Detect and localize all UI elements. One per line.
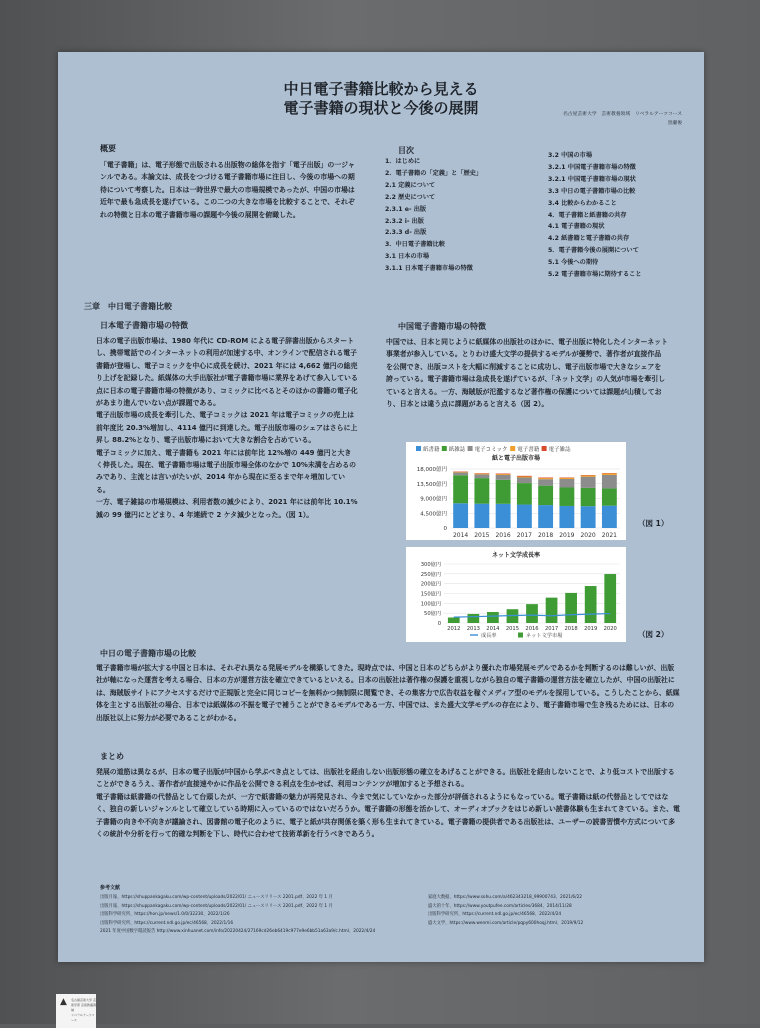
bar — [546, 598, 558, 623]
legend-label-0: 紙書籍 — [423, 445, 440, 453]
x-tick-label: 2015 — [506, 626, 519, 632]
japan-market-heading: 日本電子書籍市場の特徴 — [100, 320, 188, 331]
figure1-label: （図 1） — [638, 518, 668, 529]
legend-label-1: 紙雑誌 — [449, 445, 466, 453]
bar-segment — [496, 475, 511, 480]
y-tick-label: 200億円 — [421, 580, 441, 588]
y-tick-label: 18,000億円 — [417, 465, 448, 473]
bar-segment — [538, 505, 553, 528]
museum-label-text — [71, 998, 96, 1023]
y-tick-label: 300億円 — [421, 560, 441, 568]
comparison-text: 電子書籍市場が拡大する中国と日本は、それぞれ異なる発展モデルを構築してきた。現時点では、中国と日本のどちらがより優れた市場発展モデルであるかを判断するのは難しいが、出版社が軸になった運営を考える場合、日本の方が運営方法を確立できているといえる。日本の出版社は著作権の保護を重視しながら独自の電子書籍の運営方法を確立したが、中国の出版社には、海賊版サイトにアクセスするだけで正規版と完全に同じコピーを無料かつ無制限に閲覧でき、その集客力で広告収益を稼ぐメディア型のモデルを採用している。こうしたことから、紙媒体を主とする出版社の場合、日本では紙媒体の不振を電子で補うことができるモデルである一方、中国では、また盛大文学モデルの存在により、電子書籍市場で生き残るためには、日本の出版社以上に努力が必要であることがわかる。 — [96, 662, 680, 724]
bar-segment — [581, 506, 596, 528]
china-market-heading: 中国電子書籍市場の特徴 — [398, 321, 486, 332]
net-literature-growth-chart — [406, 547, 626, 642]
y-tick-label: 50億円 — [424, 609, 441, 617]
bar-segment — [602, 506, 617, 528]
bar-segment — [581, 488, 596, 506]
figure1-chart — [406, 442, 626, 540]
legend-swatch-3 — [510, 446, 515, 451]
chart-title: 紙と電子出版市場 — [491, 454, 540, 462]
poster-title-line1: 中日電子書籍比較から見える — [58, 80, 704, 99]
bar-segment — [559, 479, 574, 487]
museum-label — [56, 994, 96, 1028]
legend-swatch-4 — [542, 446, 547, 451]
legend-label-4: 電子雑誌 — [549, 445, 572, 453]
y-tick-label: 9,000億円 — [420, 495, 447, 503]
toc-heading: 目次 — [398, 145, 414, 156]
bar-segment — [496, 474, 511, 475]
bar-segment — [559, 487, 574, 505]
x-tick-label: 2019 — [559, 532, 574, 539]
x-tick-label: 2018 — [565, 626, 578, 632]
comparison-heading: 中日の電子書籍市場の比較 — [100, 648, 196, 659]
x-tick-label: 2013 — [467, 626, 480, 632]
y-tick-label: 0 — [444, 526, 448, 532]
y-tick-label: 13,500億円 — [417, 480, 448, 488]
x-tick-label: 2020 — [580, 532, 595, 539]
y-tick-label: 4,500億円 — [420, 509, 447, 517]
legend-label: ネット文学市場 — [526, 631, 563, 639]
china-market-text: 中国では、日本と同じように紙媒体の出版社のほかに、電子出版に特化したインターネット事業者が参入している。とりわけ盛大文学の提供するモデルが優勢で、著作者が直接作品を公開でき、出版コストを大幅に削減することに成功し、電子出版市場で大きなシェアを誇っている。電子書籍市場は急成長を遂げているが、「ネット文学」の人気が市場を牽引していると言える。一方、海賊版が氾濫するなど著作権の保護については課題が山積しており、日本とは違う点に課題があると言える（図 2）。 — [386, 336, 668, 410]
x-tick-label: 2020 — [604, 626, 617, 632]
paper-digital-market-chart — [406, 442, 626, 540]
x-tick-label: 2019 — [584, 626, 597, 632]
bar-segment — [581, 477, 596, 488]
x-tick-label: 2012 — [447, 626, 460, 632]
bar — [585, 586, 597, 623]
conclusion-text: 発展の道筋は異なるが、日本の電子出版が中国から学ぶべき点としては、出版社を経由しない出版形態の確立をあげることができる。出版社を経由しないことで、より低コストで出版することができるうえ、著作者が直接速やかに作品を公開できる利点を生かせば、利用コンテンツが増加すると予想される。 電子書籍は紙書籍の代替品として台頭したが、一方で紙書籍の魅力が再発見され、今まで気にしていなかった部分が評価されるようにもなっている。電子書籍は紙の代替品としてではなく、独自の新しいジャンルとして確立している時期に入っているのではないだろうか。電子書籍の形態を活かして、オーディオブックをはじめ新しい読書体験も生まれてきている。また、電子書籍の向きや不向きが議論され、図書館の電子化のように、電子と紙が共存関係を築く形も生まれてきている。電子書籍の提供者である出版社は、ユーザーの読書習慣や方式について多くの統計や分析を行って的確な判断を下し、時代に合わせて技術革新を行うべきであろう。 — [96, 766, 680, 840]
bar-segment — [517, 483, 532, 504]
bar-segment — [474, 474, 489, 478]
x-tick-label: 2021 — [602, 532, 617, 539]
institution-logo-icon: ▲ — [60, 997, 67, 1007]
bar-segment — [474, 474, 489, 475]
legend-label-3: 電子書籍 — [517, 445, 540, 453]
poster — [58, 52, 704, 962]
bar — [487, 612, 499, 623]
bar-segment — [602, 473, 617, 474]
legend-swatch-1 — [442, 446, 447, 451]
affiliation — [563, 110, 682, 128]
y-tick-label: 250億円 — [421, 570, 441, 578]
bar-segment — [602, 475, 617, 488]
x-tick-label: 2017 — [545, 626, 558, 632]
japan-market-text: 日本の電子出版市場は、1980 年代に CD-ROM による電子辞書出版からスタートし、携帯電話でのインターネットの利用が加速する中、オンラインで配信される電子書籍が登場し、電子コミックを中心に成長を続け、2021 年には 4,662 億円の総売り上げを記録した。紙媒体の大手出版社が電子書籍市場に業界をあげて参入している点に日本の電子書籍市場の特徴があり、コミックに比べるとそのほかの書籍の電子化があまり進んでいない点が課題である。 電子出版市場の成長を牽引した、電子コミックは 2021 年は電子コミックの売上は前年度比 20.3%増加し、4114 億円に到達した。電子出版市場のシェアはさらに上昇し 88.2%となり、電子出版市場において大きな割合を占めている。 電子コミックに加え、電子書籍も 2021 年には前年比 12%増の 449 億円と大きく伸長した。現在、電子書籍市場は電子出版市場全体のなかで 10%未満を占めるのみであり、主流とは言いがたいが、2014 年から現在に至るまで年々増加している。 一方、電子雑誌の市場規模は、利用者数の減少により、2021 年には前年比 10.1%減の 99 億円にとどまり、4 年連続で 2 ケタ減少となった。（図 1）。 — [96, 335, 358, 521]
legend-swatch-2 — [468, 446, 473, 451]
affiliation-line1: 名古屋芸術大学 芸術教養領域 リベラルアーツコース — [563, 110, 682, 119]
bar — [604, 574, 616, 623]
bar-segment — [453, 475, 468, 503]
x-tick-label: 2016 — [495, 532, 510, 539]
x-tick-label: 2014 — [453, 532, 468, 539]
bar-segment — [517, 477, 532, 478]
x-tick-label: 2014 — [486, 626, 500, 632]
references-heading: 参考文献 — [100, 884, 120, 891]
legend-swatch — [518, 633, 523, 638]
x-tick-label: 2016 — [525, 626, 538, 632]
x-tick-label: 2018 — [538, 532, 553, 539]
bar-segment — [453, 503, 468, 528]
bar-segment — [496, 474, 511, 475]
y-tick-label: 100億円 — [421, 599, 441, 607]
bar-segment — [517, 476, 532, 477]
legend-label-2: 電子コミック — [475, 445, 508, 453]
bar-segment — [453, 472, 468, 475]
conclusion-heading: まとめ — [100, 751, 124, 762]
x-tick-label: 2017 — [517, 532, 532, 539]
toc-column-2: 3.2 中国の市場 3.2.1 中国電子書籍市場の特徴 3.2.1 中国電子書籍市場の現状 3.3 中日の電子書籍市場の比較 3.4 比較からわかること 4．電子書籍と紙書籍の共存 4.1 電子書籍の現状 4.2 紙書籍と電子書籍の共存 5．電子書籍今後の展開について 5.1 今後への期待 5.2 電子書籍市場に期待すること — [548, 150, 698, 281]
author-name: 黒瀬俊 — [563, 119, 682, 128]
bar-segment — [496, 480, 511, 504]
bar-segment — [474, 504, 489, 528]
museum-label-line2: リベラルアーツコース — [71, 1013, 96, 1023]
bar-segment — [538, 478, 553, 479]
figure2-chart — [406, 547, 626, 642]
bar-segment — [538, 479, 553, 485]
y-tick-label: 150億円 — [421, 590, 441, 598]
legend-swatch-0 — [416, 446, 421, 451]
x-tick-label: 2015 — [474, 532, 489, 539]
museum-label-line1: 名古屋芸術大学 芸術学部 芸術教養領域 — [71, 998, 96, 1013]
abstract-text: 「電子書籍」は、電子形態で出版される出版物の総体を指す「電子出版」の一ジャンルである。本論文は、成長をつづける電子書籍市場に注目し、今後の市場への期待について考察した。日本は一時世界で最大の市場規模であったが、中国の市場は近年で最も急成長を遂げている。この二つの大きな市場を比較することで、それぞれの特徴と日本の電子書籍市場の課題や今後の展開を俯瞰した。 — [100, 159, 356, 221]
toc-column-1: 1．はじめに 2．電子書籍の「定義」と「歴史」 2.1 定義について 2.2 歴史について 2.3.1 e- 出版 2.3.2 i- 出版 2.3.3 d- 出版 3．中日電子書籍比較 3.1 日本の市場 3.1.1 日本電子書籍市場の特徴 — [385, 156, 545, 275]
chart-title: ネット文学成長率 — [492, 551, 540, 559]
figure2-label: （図 2） — [638, 629, 668, 640]
bar — [448, 617, 460, 623]
bar-segment — [581, 475, 596, 476]
bar — [526, 604, 538, 623]
chapter3-heading: 三章 中日電子書籍比較 — [84, 301, 172, 312]
bar-segment — [517, 505, 532, 528]
bar-segment — [559, 506, 574, 528]
bar-segment — [538, 478, 553, 479]
bar-segment — [602, 488, 617, 505]
bar — [565, 593, 577, 623]
legend-label: 成長率 — [481, 631, 497, 639]
references-right: 家庭大数据、https://www.sohu.com/a/462343218_99900743、2021/6/22 盛大的十年、https://www.youtpufee.com/articles/3684、2014/11/28 出版科学研究所、https://current.ndl.go.jp/ec/46568、2022/4/24 盛大文学、https://www.wenmi.com/article/pqpy600hoqj.html、2019/9/12 — [428, 894, 688, 928]
bar-segment — [474, 478, 489, 504]
bar-segment — [538, 486, 553, 505]
bar-segment — [496, 504, 511, 528]
references-left: 出版月報、https://shuppankagaku.com/wp-content/uploads/2022/01/ ニュースリリース 2201.pdf、2022 年 1 月 出版月報、https://shuppankagaku.com/wp-content/uploads/2022/01/ ニュースリリース 2201.pdf、2022 年 1 月 出版科学研究所、https://hon.jp/news/1.0/0/32230、2022/1/26 出版科学研究所、https://current.ndl.go.jp/ec/46568、2022/1/16 2021 年度中国数字閲読報告 http://www.xinhuanet.com/info/20220424/27169cd26eb6419c977e9e6bb51a63a9/c.html、2022/4/24 — [100, 894, 400, 937]
poster-title-line2: 電子書籍の現状と今後の展開 — [58, 99, 704, 118]
bar — [467, 614, 479, 623]
y-tick-label: 0 — [438, 621, 441, 627]
abstract-heading: 概要 — [100, 143, 116, 154]
bar-segment — [517, 477, 532, 483]
bar-segment — [559, 478, 574, 479]
